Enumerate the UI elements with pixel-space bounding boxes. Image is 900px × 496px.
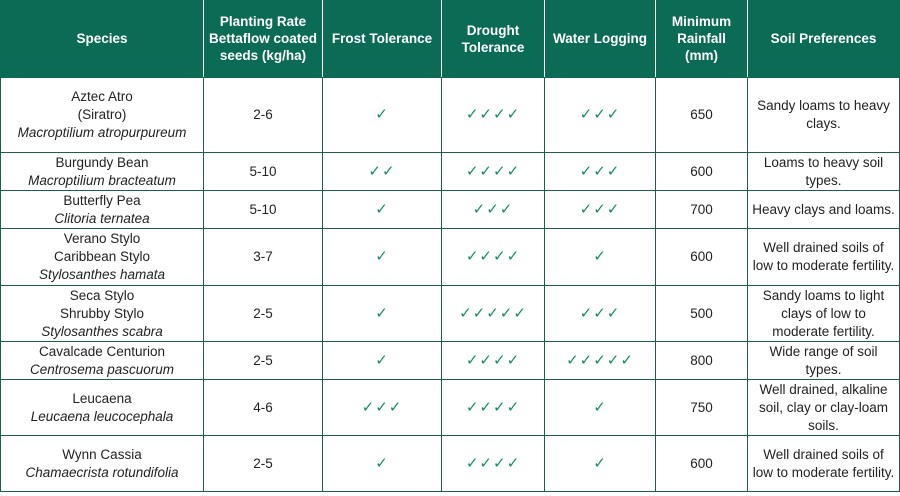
rainfall-cell: 650 (656, 78, 748, 153)
soil-cell: Well drained soils of low to moderate fertility. (748, 436, 900, 492)
scientific-name: Stylosanthes hamata (38, 267, 166, 282)
header-minimum-rainfall: Minimum Rainfall (mm) (656, 0, 748, 78)
frost-rating: ✓✓✓ (323, 380, 442, 436)
scientific-name: Stylosanthes scabra (41, 323, 163, 339)
common-name: Wynn Cassia (62, 446, 142, 462)
common-name: Leucaena (72, 390, 132, 406)
soil-cell: Well drained soils of low to moderate fertility. (748, 229, 900, 286)
planting-rate-cell: 4-6 (204, 380, 323, 436)
water-logging-rating: ✓✓✓ (545, 286, 656, 342)
rainfall-cell: 600 (656, 436, 748, 492)
common-name: Verano Stylo (63, 231, 141, 246)
table-row (1, 229, 900, 286)
drought-rating: ✓✓✓✓ (442, 78, 545, 153)
table-row (1, 78, 900, 153)
rainfall-cell: 500 (656, 286, 748, 342)
planting-rate-cell: 2-5 (204, 286, 323, 342)
common-name: Butterfly Pea (63, 192, 141, 208)
scientific-name: Chamaecrista rotundifolia (25, 464, 179, 480)
species-cell (1, 191, 204, 229)
soil-cell: Loams to heavy soil types. (748, 153, 900, 191)
rainfall-cell: 750 (656, 380, 748, 436)
scientific-name: Clitoria ternatea (54, 210, 150, 226)
table-row (1, 342, 900, 380)
drought-rating: ✓✓✓✓ (442, 380, 545, 436)
soil-cell: Heavy clays and loams. (748, 191, 900, 229)
water-logging-rating: ✓✓✓ (545, 191, 656, 229)
drought-rating: ✓✓✓✓ (442, 229, 545, 286)
soil-cell: Wide range of soil types. (748, 342, 900, 380)
frost-rating: ✓ (323, 286, 442, 342)
soil-cell: Sandy loams to heavy clays. (748, 78, 900, 153)
planting-rate-cell: 3-7 (204, 229, 323, 286)
frost-rating: ✓✓ (323, 153, 442, 191)
water-logging-rating: ✓ (545, 380, 656, 436)
scientific-name: Macroptilium atropurpureum (17, 125, 187, 140)
table-row (1, 286, 900, 342)
common-name: Cavalcade Centurion (38, 343, 166, 359)
alt-name: (Siratro) (77, 107, 127, 122)
water-logging-rating: ✓ (545, 229, 656, 286)
soil-cell: Well drained, alkaline soil, clay or clay-loam soils. (748, 380, 900, 436)
table-row (1, 191, 900, 229)
table-row (1, 153, 900, 191)
species-cell (1, 78, 204, 153)
species-cell (1, 153, 204, 191)
alt-name: Shrubby Stylo (59, 305, 145, 321)
planting-rate-cell: 5-10 (204, 191, 323, 229)
header-frost-tolerance: Frost Tolerance (323, 0, 442, 78)
species-cell (1, 286, 204, 342)
species-cell (1, 436, 204, 492)
table-row (1, 380, 900, 436)
rainfall-cell: 700 (656, 191, 748, 229)
header-species: Species (1, 0, 204, 78)
drought-rating: ✓✓✓✓ (442, 153, 545, 191)
drought-rating: ✓✓✓✓✓ (442, 286, 545, 342)
drought-rating: ✓✓✓✓ (442, 342, 545, 380)
alt-name: Caribbean Stylo (53, 249, 151, 264)
frost-rating: ✓ (323, 229, 442, 286)
water-logging-rating: ✓✓✓ (545, 153, 656, 191)
species-cell (1, 380, 204, 436)
header-drought-tolerance: Drought Tolerance (442, 0, 545, 78)
planting-rate-cell: 2-6 (204, 78, 323, 153)
header-row (1, 0, 900, 78)
scientific-name: Macroptilium bracteatum (28, 172, 176, 188)
species-cell (1, 342, 204, 380)
common-name: Seca Stylo (69, 287, 135, 303)
rainfall-cell: 800 (656, 342, 748, 380)
header-planting-rate: Planting Rate Bettaflow coated seeds (kg/ha) (204, 0, 323, 78)
rainfall-cell: 600 (656, 229, 748, 286)
common-name: Aztec Atro (71, 89, 133, 104)
frost-rating: ✓ (323, 191, 442, 229)
soil-cell: Sandy loams to light clays of low to moderate fertility. (748, 286, 900, 342)
frost-rating: ✓ (323, 436, 442, 492)
planting-rate-cell: 2-5 (204, 436, 323, 492)
water-logging-rating: ✓ (545, 436, 656, 492)
table-row (1, 436, 900, 492)
planting-rate-cell: 2-5 (204, 342, 323, 380)
frost-rating: ✓ (323, 342, 442, 380)
scientific-name: Centrosema pascuorum (29, 361, 175, 377)
rainfall-cell: 600 (656, 153, 748, 191)
species-cell (1, 229, 204, 286)
scientific-name: Leucaena leucocephala (30, 408, 174, 424)
water-logging-rating: ✓✓✓ (545, 78, 656, 153)
drought-rating: ✓✓✓ (442, 191, 545, 229)
drought-rating: ✓✓✓✓ (442, 436, 545, 492)
common-name: Burgundy Bean (55, 154, 149, 170)
header-water-logging: Water Logging (545, 0, 656, 78)
header-soil-preferences: Soil Preferences (748, 0, 900, 78)
water-logging-rating: ✓✓✓✓✓ (545, 342, 656, 380)
frost-rating: ✓ (323, 78, 442, 153)
planting-rate-cell: 5-10 (204, 153, 323, 191)
